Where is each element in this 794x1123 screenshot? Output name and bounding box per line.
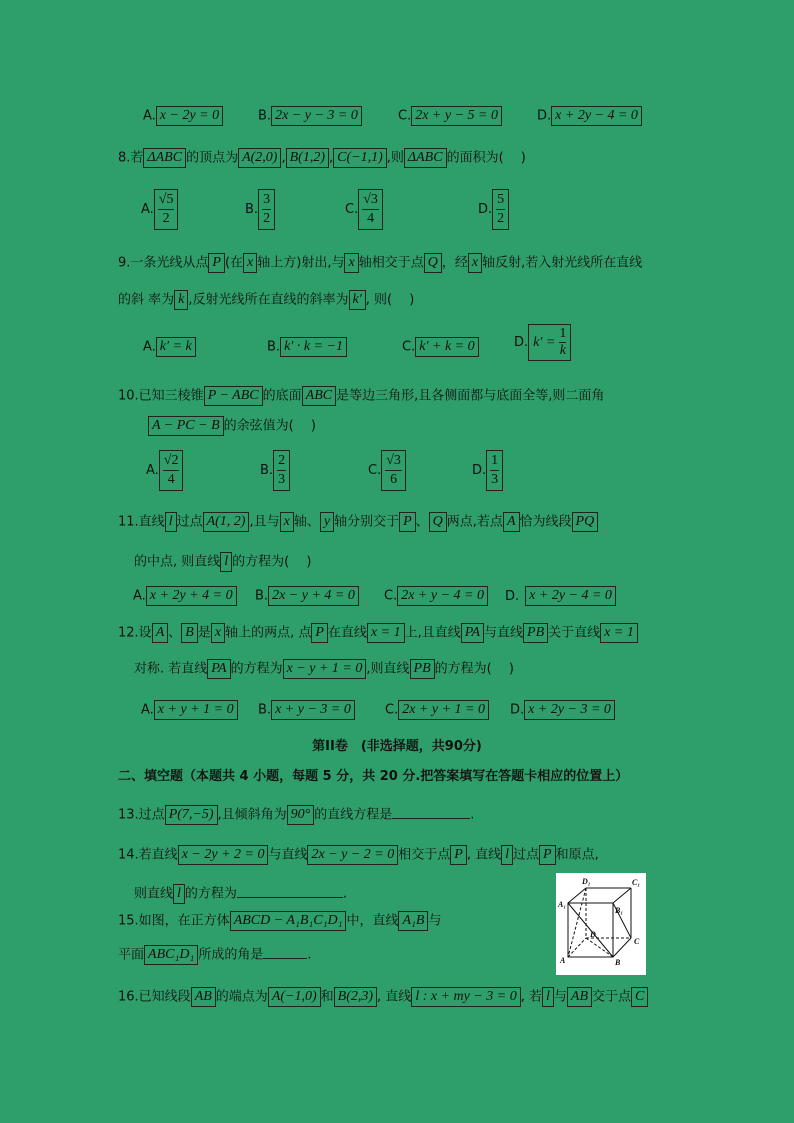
q11-stem-line2: 的中点, 则直线 l 的方程为( ) [134,552,311,572]
q9-stem-line2: 的斜 率为 k ,反射光线所在直线的斜率为 k′ , 则( ) [118,290,414,310]
q13-answer-blank[interactable] [392,818,470,819]
q13: 13.过点 P(7,−5) ,且倾斜角为 90° 的直线方程是 . [118,805,474,825]
q8-option-a[interactable]: A. $\frac{√5}{2}$ [141,189,178,230]
q12-stem-line1: 12.设 A 、 B 是 x 轴上的两点, 点 P 在直线 x = 1 上,且直线 PA 与直线 PB 关于直线 x = 1 [118,623,638,643]
q11-option-c[interactable]: C. 2x + y − 4 = 0 [384,586,488,606]
svg-text:C₁: C₁ [632,878,641,887]
q12-option-b[interactable]: B. x + y − 3 = 0 [258,700,355,720]
q7-option-b[interactable]: B. 2x − y − 3 = 0 [258,106,362,126]
q8-option-b[interactable]: B. $\frac{3}{2}$ [245,189,275,230]
part2-title: 第II卷 (非选择题，共90分) [312,739,482,754]
q11-option-d[interactable]: D. x + 2y − 4 = 0 [505,586,616,606]
section2-header: 二、填空题（本题共 4 小题，每题 5 分，共 20 分.把答案填写在答题卡相应的位置上） [118,769,629,784]
q8-option-d[interactable]: D. $\frac{5}{2}$ [478,189,509,230]
q10-option-a[interactable]: A. $\frac{√2}{4}$ [146,450,183,491]
q15-line1: 15.如图，在正方体 ABCD − A₁B₁C₁D₁ 中，直线 A₁B 与 [118,911,441,931]
cube-figure [556,873,646,975]
q10-option-d[interactable]: D. $\frac{1}{3}$ [472,450,503,491]
q9-option-d[interactable]: D. k′ = $\frac{1}{k}$ [514,324,571,361]
q14-line1: 14.若直线 x − 2y + 2 = 0 与直线 2x − y − 2 = 0 相交于点 P , 直线 l 过点 P 和原点, [118,845,599,865]
q10-stem-line2: A − PC − B 的余弦值为( ) [148,416,316,436]
q8-option-c[interactable]: C. $\frac{√3}{4}$ [345,189,383,230]
svg-text:C: C [634,937,640,946]
q10-stem-line1: 10.已知三棱锥 P − ABC 的底面 ABC 是等边三角形,且各侧面都与底面全等,则二面角 [118,386,604,406]
q7-option-c[interactable]: C. 2x + y − 5 = 0 [398,106,502,126]
svg-text:A: A [560,956,566,965]
q8-stem: 8.若 ΔABC 的顶点为 A(2,0) , B(1,2) , C(−1,1) ,则 ΔABC 的面积为( ) [118,148,526,168]
svg-text:D: D [590,930,596,939]
q14-line2: 则直线 l 的方程为 . [134,884,347,904]
svg-text:B₁: B₁ [615,906,624,915]
svg-text:B: B [615,958,621,967]
q15-answer-blank[interactable] [263,958,307,959]
q11-option-a[interactable]: A. x + 2y + 4 = 0 [133,586,237,606]
svg-text:A₁: A₁ [558,900,567,909]
cube-diagram [556,873,646,975]
q16: 16.已知线段 AB 的端点为 A(−1,0) 和 B(2,3) , 直线 l : x + my − 3 = 0 , 若 l 与 AB 交于点 C [118,987,648,1007]
q12-option-d[interactable]: D. x + 2y − 3 = 0 [510,700,615,720]
q9-option-a[interactable]: A. k′ = k [143,337,196,357]
q7-option-d[interactable]: D. x + 2y − 4 = 0 [537,106,642,126]
q14-answer-blank[interactable] [237,897,343,898]
q9-stem-line1: 9.一条光线从点 P (在 x 轴上方)射出,与 x 轴相交于点 Q ，经 x 轴反射,若入射光线所在直线 [118,253,642,273]
q10-option-b[interactable]: B. $\frac{2}{3}$ [260,450,290,491]
q12-option-a[interactable]: A. x + y + 1 = 0 [141,700,238,720]
q11-stem-line1: 11.直线 l 过点 A(1, 2) ,且与 x 轴、 y 轴分别交于 P 、 Q 两点,若点 A 恰为线段 PQ [118,512,598,532]
q9-option-c[interactable]: C. k′ + k = 0 [402,337,479,357]
q12-option-c[interactable]: C. 2x + y + 1 = 0 [385,700,489,720]
q7-option-a[interactable]: A. x − 2y = 0 [143,106,223,126]
q12-stem-line2: 对称. 若直线 PA 的方程为 x − y + 1 = 0 ,则直线 PB 的方程为( ) [134,659,514,679]
q9-option-b[interactable]: B. k′ · k = −1 [267,337,347,357]
q10-option-c[interactable]: C. $\frac{√3}{6}$ [368,450,406,491]
q11-option-b[interactable]: B. 2x − y + 4 = 0 [255,586,359,606]
q15-line2: 平面 ABC₁D₁ 所成的角是 . [118,945,311,965]
svg-text:D₁: D₁ [582,877,591,886]
